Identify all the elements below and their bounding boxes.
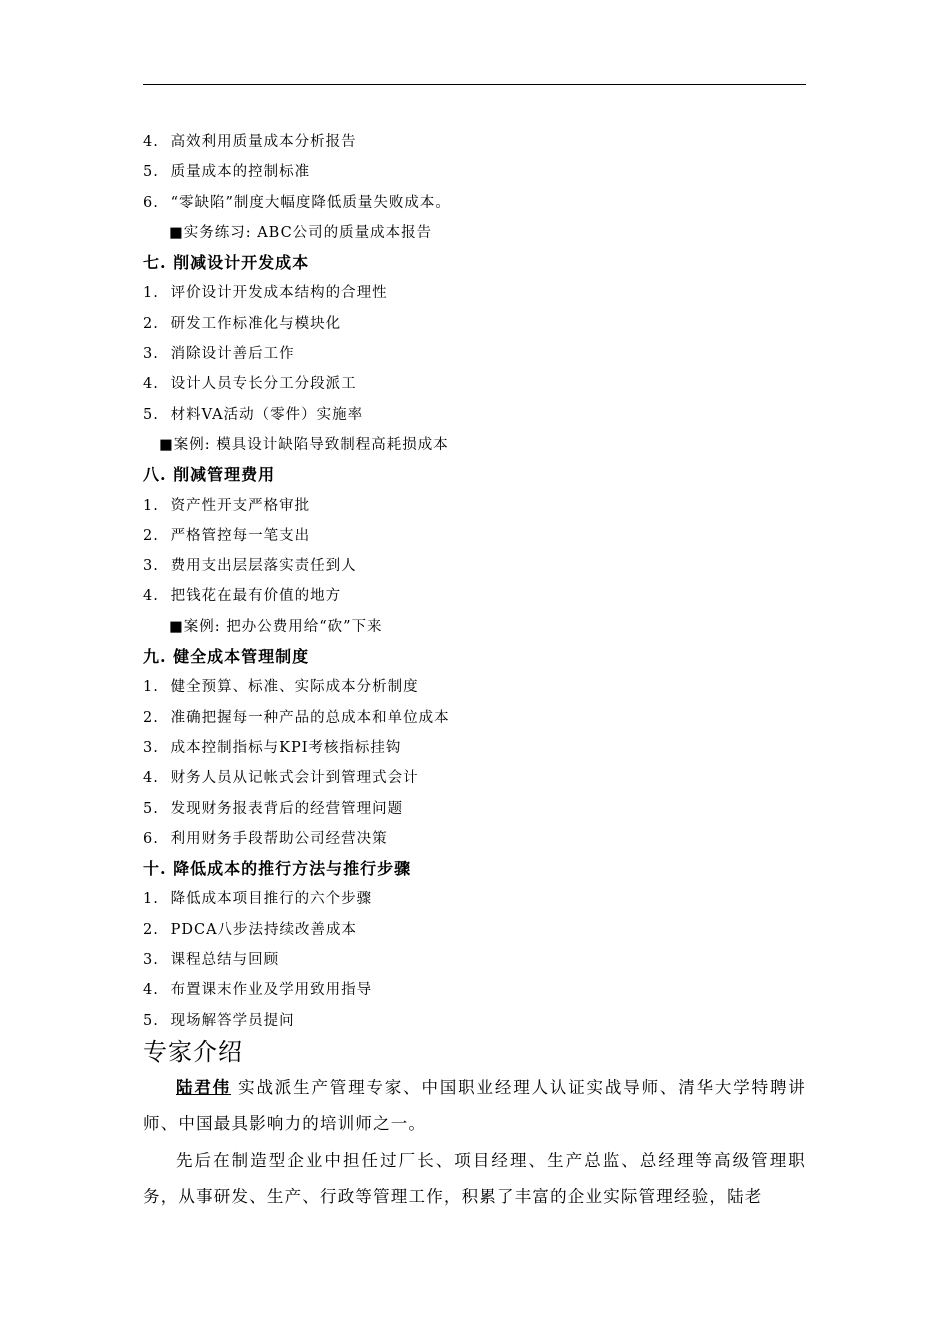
list-item: 4. 财务人员从记帐式会计到管理式会计: [143, 770, 419, 787]
document-body: [143, 127, 806, 1216]
case-note: ■案例: 模具设计缺陷导致制程高耗损成本: [159, 436, 449, 453]
expert-intro-paragraph: 陆君伟 实战派生产管理专家、中国职业经理人认证实战导师、清华大学特聘讲师、中国最具影响力的培训师之一。: [143, 1077, 806, 1134]
list-item: 2. PDCA八步法持续改善成本: [143, 921, 358, 938]
header-rule: [143, 84, 806, 85]
list-item: 2. 准确把握每一种产品的总成本和单位成本: [143, 709, 450, 726]
list-item: 4. 布置课末作业及学用致用指导: [143, 982, 373, 999]
list-item: 3. 成本控制指标与KPI考核指标挂钩: [143, 739, 402, 756]
expert-name: 陆君伟: [176, 1077, 232, 1097]
list-item: 3. 课程总结与回顾: [143, 952, 280, 969]
list-item: 1. 降低成本项目推行的六个步骤: [143, 891, 373, 908]
section-heading-10: 十. 降低成本的推行方法与推行步骤: [143, 859, 412, 879]
section-heading-7: 七. 削减设计开发成本: [143, 253, 310, 273]
list-item: 2. 研发工作标准化与模块化: [143, 315, 342, 332]
case-note: ■实务练习: ABC公司的质量成本报告: [169, 224, 433, 241]
section-heading-8: 八. 削减管理费用: [143, 465, 276, 485]
expert-experience-paragraph: 先后在制造型企业中担任过厂长、项目经理、生产总监、总经理等高级管理职务，从事研发、生产、行政等管理工作，积累了丰富的企业实际管理经验，陆老: [143, 1150, 806, 1207]
list-item: 3. 费用支出层层落实责任到人: [143, 558, 357, 575]
list-item: 4. 高效利用质量成本分析报告: [143, 134, 357, 150]
list-item: 2. 严格管控每一笔支出: [143, 527, 311, 544]
list-item: 5. 质量成本的控制标准: [143, 164, 311, 181]
list-item: 1. 资产性开支严格审批: [143, 497, 311, 514]
list-item: 1. 健全预算、标准、实际成本分析制度: [143, 679, 419, 696]
expert-intro-title: 专家介绍: [143, 1037, 243, 1066]
list-item: 3. 消除设计善后工作: [143, 346, 295, 363]
list-item: 4. 把钱花在最有价值的地方: [143, 588, 342, 605]
list-item: 5. 发现财务报表背后的经营管理问题: [143, 800, 404, 817]
list-item: 5. 材料VA活动（零件）实施率: [143, 406, 364, 423]
list-item: 5. 现场解答学员提问: [143, 1012, 295, 1029]
section-heading-9: 九. 健全成本管理制度: [143, 647, 310, 667]
case-note: ■案例: 把办公费用给“砍”下来: [169, 618, 383, 635]
list-item: 1. 评价设计开发成本结构的合理性: [143, 285, 388, 302]
list-item: 4. 设计人员专长分工分段派工: [143, 376, 357, 393]
list-item: 6. “零缺陷”制度大幅度降低质量失败成本。: [143, 194, 451, 211]
list-item: 6. 利用财务手段帮助公司经营决策: [143, 830, 388, 847]
